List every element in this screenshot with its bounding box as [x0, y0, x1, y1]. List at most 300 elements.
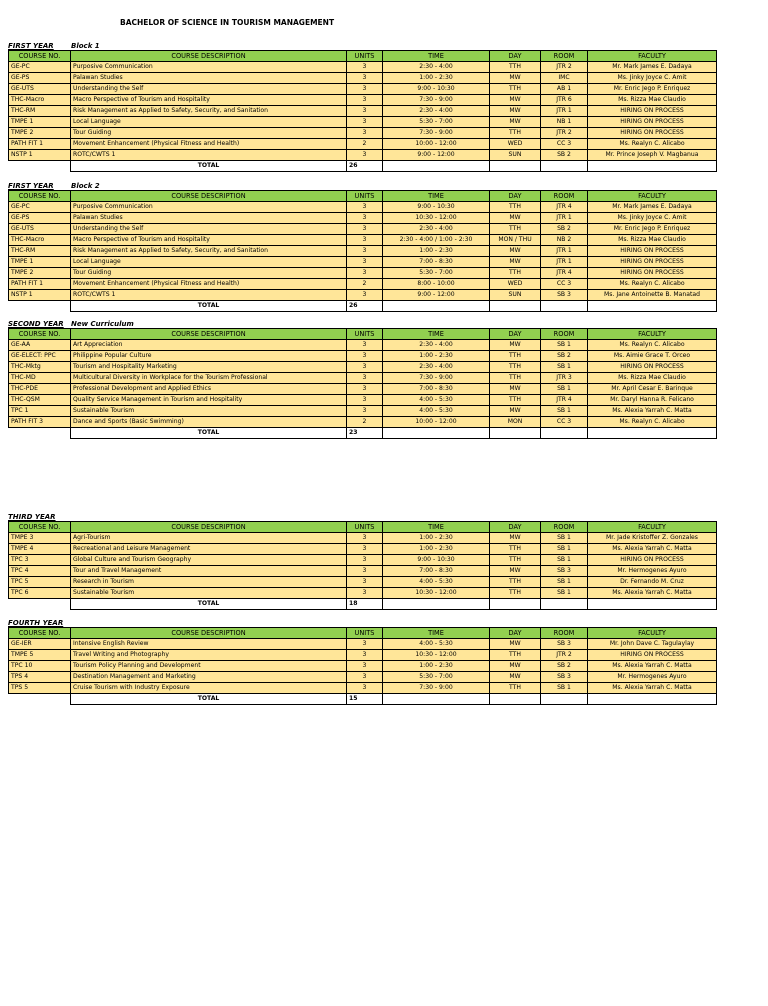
day-cell: MW: [490, 384, 541, 395]
time-cell: 10:00 - 12:00: [383, 417, 490, 428]
day-cell: TTH: [490, 84, 541, 95]
day-cell: MW: [490, 566, 541, 577]
room-cell: CC 3: [541, 417, 588, 428]
faculty-cell: Mr. Mark James E. Dadaya: [588, 62, 717, 73]
units-cell: 3: [347, 235, 383, 246]
time-cell: 10:30 - 12:00: [383, 650, 490, 661]
course-no-cell: PATH FIT 3: [9, 417, 71, 428]
room-cell: SB 2: [541, 351, 588, 362]
total-label: TOTAL: [71, 301, 347, 312]
empty-cell: [541, 161, 588, 172]
time-cell: 2:30 - 4:00: [383, 362, 490, 373]
header-faculty: FACULTY: [588, 329, 717, 340]
empty-cell: [9, 428, 71, 439]
day-cell: MW: [490, 340, 541, 351]
empty-cell: [383, 161, 490, 172]
units-cell: 3: [347, 555, 383, 566]
table-row: [9, 650, 717, 661]
header-room: ROOM: [541, 51, 588, 62]
table-row: [9, 577, 717, 588]
room-cell: SB 2: [541, 150, 588, 161]
year-label: THIRD YEAR: [8, 513, 56, 521]
time-cell: 9:00 - 12:00: [383, 150, 490, 161]
course-description-cell: Purposive Communication: [71, 62, 347, 73]
course-description-cell: Agri-Tourism: [71, 533, 347, 544]
course-no-cell: THC-Mktg: [9, 362, 71, 373]
course-description-cell: ROTC/CWTS 1: [71, 290, 347, 301]
table-row: [9, 150, 717, 161]
room-cell: SB 1: [541, 406, 588, 417]
course-no-cell: GE-IER: [9, 639, 71, 650]
room-cell: JTR 2: [541, 128, 588, 139]
day-cell: MW: [490, 106, 541, 117]
room-cell: SB 1: [541, 577, 588, 588]
header-time: TIME: [383, 522, 490, 533]
course-description-cell: Sustainable Tourism: [71, 588, 347, 599]
course-no-cell: TPC 3: [9, 555, 71, 566]
day-cell: TTH: [490, 224, 541, 235]
time-cell: 1:00 - 2:30: [383, 73, 490, 84]
total-label: TOTAL: [71, 428, 347, 439]
units-cell: 3: [347, 661, 383, 672]
table-header-row: [9, 51, 717, 62]
time-cell: 1:00 - 2:30: [383, 544, 490, 555]
room-cell: JTR 2: [541, 62, 588, 73]
room-cell: SB 1: [541, 683, 588, 694]
empty-cell: [9, 599, 71, 610]
faculty-cell: Mr. April Cesar E. Barinque: [588, 384, 717, 395]
room-cell: SB 2: [541, 661, 588, 672]
header-room: ROOM: [541, 522, 588, 533]
room-cell: SB 2: [541, 224, 588, 235]
time-cell: 5:30 - 7:00: [383, 268, 490, 279]
room-cell: JTR 4: [541, 395, 588, 406]
course-no-cell: NSTP 1: [9, 150, 71, 161]
empty-cell: [490, 161, 541, 172]
room-cell: SB 1: [541, 588, 588, 599]
empty-cell: [383, 694, 490, 705]
total-row: [9, 428, 717, 439]
header-time: TIME: [383, 628, 490, 639]
faculty-cell: Ms. Alexia Yarrah C. Matta: [588, 406, 717, 417]
units-cell: 3: [347, 268, 383, 279]
time-cell: 9:00 - 10:30: [383, 555, 490, 566]
time-cell: 2:30 - 4:00: [383, 62, 490, 73]
header-faculty: FACULTY: [588, 522, 717, 533]
empty-cell: [490, 694, 541, 705]
room-cell: JTR 4: [541, 202, 588, 213]
course-description-cell: Risk Management as Applied to Safety, Security, and Sanitation: [71, 246, 347, 257]
day-cell: TTH: [490, 362, 541, 373]
course-description-cell: Sustainable Tourism: [71, 406, 347, 417]
header-course-no: COURSE NO.: [9, 191, 71, 202]
room-cell: SB 1: [541, 384, 588, 395]
faculty-cell: Ms. Realyn C. Alicabo: [588, 279, 717, 290]
table-row: [9, 544, 717, 555]
course-description-cell: Local Language: [71, 257, 347, 268]
course-description-cell: Intensive English Review: [71, 639, 347, 650]
time-cell: 9:00 - 10:30: [383, 84, 490, 95]
room-cell: CC 3: [541, 139, 588, 150]
room-cell: SB 1: [541, 533, 588, 544]
units-cell: 3: [347, 406, 383, 417]
header-units: UNITS: [347, 628, 383, 639]
header-faculty: FACULTY: [588, 51, 717, 62]
room-cell: JTR 1: [541, 257, 588, 268]
table-row: [9, 533, 717, 544]
day-cell: MW: [490, 257, 541, 268]
time-cell: 2:30 - 4:00: [383, 340, 490, 351]
time-cell: 10:30 - 12:00: [383, 213, 490, 224]
room-cell: JTR 6: [541, 95, 588, 106]
faculty-cell: Ms. Jinky Joyce C. Amit: [588, 73, 717, 84]
units-cell: 2: [347, 417, 383, 428]
day-cell: MW: [490, 639, 541, 650]
header-course-no: COURSE NO.: [9, 628, 71, 639]
course-no-cell: GE-PS: [9, 73, 71, 84]
empty-cell: [588, 301, 717, 312]
empty-cell: [383, 428, 490, 439]
course-no-cell: NSTP 1: [9, 290, 71, 301]
block-label: New Curriculum: [71, 320, 134, 328]
header-course-no: COURSE NO.: [9, 329, 71, 340]
room-cell: JTR 2: [541, 650, 588, 661]
empty-cell: [9, 301, 71, 312]
faculty-cell: Ms. Alexia Yarrah C. Matta: [588, 544, 717, 555]
course-no-cell: THC-MD: [9, 373, 71, 384]
course-no-cell: TMPE 3: [9, 533, 71, 544]
day-cell: TTH: [490, 577, 541, 588]
faculty-cell: HIRING ON PROCESS: [588, 246, 717, 257]
time-cell: 2:30 - 4:00: [383, 106, 490, 117]
day-cell: MON / THU: [490, 235, 541, 246]
course-description-cell: Movement Enhancement (Physical Fitness and Health): [71, 139, 347, 150]
time-cell: 10:30 - 12:00: [383, 588, 490, 599]
faculty-cell: Ms. Realyn C. Alicabo: [588, 139, 717, 150]
table-row: [9, 588, 717, 599]
day-cell: TTH: [490, 202, 541, 213]
faculty-cell: Ms. Alexia Yarrah C. Matta: [588, 661, 717, 672]
units-cell: 2: [347, 279, 383, 290]
time-cell: 1:00 - 2:30: [383, 351, 490, 362]
faculty-cell: Mr. Hermogenes Ayuro: [588, 566, 717, 577]
empty-cell: [541, 301, 588, 312]
units-cell: 3: [347, 95, 383, 106]
units-cell: 3: [347, 224, 383, 235]
empty-cell: [588, 428, 717, 439]
table-row: [9, 257, 717, 268]
time-cell: 4:00 - 5:30: [383, 577, 490, 588]
faculty-cell: Ms. Realyn C. Alicabo: [588, 417, 717, 428]
empty-cell: [490, 599, 541, 610]
day-cell: MW: [490, 95, 541, 106]
faculty-cell: HIRING ON PROCESS: [588, 362, 717, 373]
course-no-cell: PATH FIT 1: [9, 279, 71, 290]
course-no-cell: GE-UTS: [9, 224, 71, 235]
time-cell: 1:00 - 2:30: [383, 533, 490, 544]
table-row: [9, 373, 717, 384]
course-description-cell: Art Appreciation: [71, 340, 347, 351]
day-cell: SUN: [490, 150, 541, 161]
header-day: DAY: [490, 522, 541, 533]
course-no-cell: THC-QSM: [9, 395, 71, 406]
faculty-cell: Ms. Jinky Joyce C. Amit: [588, 213, 717, 224]
total-units: 26: [347, 161, 383, 172]
time-cell: 7:30 - 9:00: [383, 683, 490, 694]
room-cell: IMC: [541, 73, 588, 84]
day-cell: MON: [490, 417, 541, 428]
course-no-cell: GE-PC: [9, 202, 71, 213]
time-cell: 2:30 - 4:00: [383, 224, 490, 235]
units-cell: 3: [347, 577, 383, 588]
faculty-cell: Mr. Enric Jego P. Enriquez: [588, 84, 717, 95]
room-cell: JTR 1: [541, 106, 588, 117]
course-description-cell: Quality Service Management in Tourism and Hospitality: [71, 395, 347, 406]
total-units: 23: [347, 428, 383, 439]
units-cell: 3: [347, 650, 383, 661]
empty-cell: [541, 428, 588, 439]
course-no-cell: TPC 4: [9, 566, 71, 577]
header-course-description: COURSE DESCRIPTION: [71, 628, 347, 639]
header-time: TIME: [383, 191, 490, 202]
faculty-cell: HIRING ON PROCESS: [588, 106, 717, 117]
course-no-cell: THC-RM: [9, 246, 71, 257]
course-description-cell: Travel Writing and Photography: [71, 650, 347, 661]
course-description-cell: Understanding the Self: [71, 84, 347, 95]
units-cell: 3: [347, 84, 383, 95]
day-cell: TTH: [490, 373, 541, 384]
header-units: UNITS: [347, 522, 383, 533]
course-description-cell: Risk Management as Applied to Safety, Security, and Sanitation: [71, 106, 347, 117]
time-cell: 7:30 - 9:00: [383, 128, 490, 139]
table-row: [9, 62, 717, 73]
room-cell: AB 1: [541, 84, 588, 95]
header-day: DAY: [490, 329, 541, 340]
header-units: UNITS: [347, 191, 383, 202]
header-day: DAY: [490, 191, 541, 202]
course-no-cell: GE-PC: [9, 62, 71, 73]
header-room: ROOM: [541, 628, 588, 639]
header-time: TIME: [383, 329, 490, 340]
units-cell: 3: [347, 544, 383, 555]
faculty-cell: Ms. Aimie Grace T. Orceo: [588, 351, 717, 362]
table-row: [9, 566, 717, 577]
units-cell: 3: [347, 213, 383, 224]
header-course-description: COURSE DESCRIPTION: [71, 522, 347, 533]
total-units: 15: [347, 694, 383, 705]
table-header-row: [9, 522, 717, 533]
units-cell: 3: [347, 395, 383, 406]
schedule-table: [8, 627, 717, 705]
table-row: [9, 246, 717, 257]
header-faculty: FACULTY: [588, 628, 717, 639]
faculty-cell: Ms. Alexia Yarrah C. Matta: [588, 683, 717, 694]
course-description-cell: Destination Management and Marketing: [71, 672, 347, 683]
time-cell: 7:30 - 9:00: [383, 95, 490, 106]
faculty-cell: Ms. Rizza Mae Claudio: [588, 235, 717, 246]
units-cell: 3: [347, 246, 383, 257]
course-no-cell: TPS 4: [9, 672, 71, 683]
room-cell: JTR 3: [541, 373, 588, 384]
faculty-cell: Mr. Enric Jego P. Enriquez: [588, 224, 717, 235]
day-cell: MW: [490, 213, 541, 224]
time-cell: 9:00 - 10:30: [383, 202, 490, 213]
table-header-row: [9, 329, 717, 340]
day-cell: WED: [490, 139, 541, 150]
time-cell: 8:00 - 10:00: [383, 279, 490, 290]
course-description-cell: Macro Perspective of Tourism and Hospitality: [71, 95, 347, 106]
day-cell: MW: [490, 246, 541, 257]
time-cell: 7:00 - 8:30: [383, 566, 490, 577]
day-cell: MW: [490, 533, 541, 544]
time-cell: 1:00 - 2:30: [383, 661, 490, 672]
day-cell: TTH: [490, 650, 541, 661]
empty-cell: [383, 301, 490, 312]
faculty-cell: Ms. Rizza Mae Claudio: [588, 373, 717, 384]
header-course-description: COURSE DESCRIPTION: [71, 51, 347, 62]
day-cell: MW: [490, 672, 541, 683]
faculty-cell: HIRING ON PROCESS: [588, 257, 717, 268]
table-row: [9, 639, 717, 650]
room-cell: SB 1: [541, 340, 588, 351]
day-cell: TTH: [490, 395, 541, 406]
course-no-cell: PATH FIT 1: [9, 139, 71, 150]
units-cell: 3: [347, 290, 383, 301]
room-cell: SB 3: [541, 672, 588, 683]
room-cell: SB 1: [541, 555, 588, 566]
day-cell: TTH: [490, 128, 541, 139]
document-title: BACHELOR OF SCIENCE IN TOURISM MANAGEMENT: [120, 18, 335, 27]
year-label: SECOND YEAR: [8, 320, 64, 328]
course-no-cell: TPS 5: [9, 683, 71, 694]
faculty-cell: Mr. Jade Kristoffer Z. Gonzales: [588, 533, 717, 544]
total-label: TOTAL: [71, 694, 347, 705]
time-cell: 2:30 - 4:00 / 1:00 - 2:30: [383, 235, 490, 246]
header-course-no: COURSE NO.: [9, 51, 71, 62]
time-cell: 9:00 - 12:00: [383, 290, 490, 301]
table-row: [9, 351, 717, 362]
table-row: [9, 139, 717, 150]
table-row: [9, 672, 717, 683]
time-cell: 4:00 - 5:30: [383, 639, 490, 650]
table-row: [9, 213, 717, 224]
course-description-cell: Macro Perspective of Tourism and Hospitality: [71, 235, 347, 246]
table-row: [9, 661, 717, 672]
empty-cell: [588, 599, 717, 610]
total-units: 26: [347, 301, 383, 312]
empty-cell: [9, 694, 71, 705]
faculty-cell: Mr. Daryl Hanna R. Felicano: [588, 395, 717, 406]
table-header-row: [9, 191, 717, 202]
time-cell: 7:00 - 8:30: [383, 257, 490, 268]
table-row: [9, 84, 717, 95]
units-cell: 3: [347, 73, 383, 84]
units-cell: 3: [347, 566, 383, 577]
time-cell: 4:00 - 5:30: [383, 395, 490, 406]
table-row: [9, 117, 717, 128]
units-cell: 3: [347, 683, 383, 694]
empty-cell: [541, 694, 588, 705]
empty-cell: [541, 599, 588, 610]
table-row: [9, 106, 717, 117]
year-label: FIRST YEAR: [8, 182, 54, 190]
header-day: DAY: [490, 51, 541, 62]
day-cell: MW: [490, 73, 541, 84]
header-units: UNITS: [347, 329, 383, 340]
course-description-cell: ROTC/CWTS 1: [71, 150, 347, 161]
faculty-cell: Ms. Rizza Mae Claudio: [588, 95, 717, 106]
table-row: [9, 95, 717, 106]
header-time: TIME: [383, 51, 490, 62]
table-row: [9, 395, 717, 406]
faculty-cell: Dr. Fernando M. Cruz: [588, 577, 717, 588]
course-no-cell: GE-UTS: [9, 84, 71, 95]
table-row: [9, 279, 717, 290]
header-course-description: COURSE DESCRIPTION: [71, 191, 347, 202]
course-no-cell: GE-AA: [9, 340, 71, 351]
faculty-cell: HIRING ON PROCESS: [588, 128, 717, 139]
day-cell: TTH: [490, 588, 541, 599]
table-row: [9, 555, 717, 566]
faculty-cell: Ms. Realyn C. Alicabo: [588, 340, 717, 351]
time-cell: 7:30 - 9:00: [383, 373, 490, 384]
units-cell: 3: [347, 639, 383, 650]
year-label: FOURTH YEAR: [8, 619, 64, 627]
day-cell: TTH: [490, 544, 541, 555]
course-no-cell: TPC 6: [9, 588, 71, 599]
course-description-cell: Professional Development and Applied Ethics: [71, 384, 347, 395]
day-cell: TTH: [490, 351, 541, 362]
room-cell: SB 3: [541, 639, 588, 650]
day-cell: TTH: [490, 62, 541, 73]
day-cell: MW: [490, 661, 541, 672]
faculty-cell: Ms. Jane Antoinette B. Manatad: [588, 290, 717, 301]
course-no-cell: TPC 5: [9, 577, 71, 588]
time-cell: 7:00 - 8:30: [383, 384, 490, 395]
header-units: UNITS: [347, 51, 383, 62]
course-description-cell: Palawan Studies: [71, 73, 347, 84]
table-row: [9, 683, 717, 694]
time-cell: 10:00 - 12:00: [383, 139, 490, 150]
total-row: [9, 301, 717, 312]
course-no-cell: TMPE 1: [9, 257, 71, 268]
course-description-cell: Multicultural Diversity in Workplace for the Tourism Professional: [71, 373, 347, 384]
time-cell: 4:00 - 5:30: [383, 406, 490, 417]
empty-cell: [490, 428, 541, 439]
units-cell: 3: [347, 150, 383, 161]
units-cell: 3: [347, 62, 383, 73]
course-description-cell: Tour and Travel Management: [71, 566, 347, 577]
faculty-cell: HIRING ON PROCESS: [588, 555, 717, 566]
units-cell: 3: [347, 117, 383, 128]
table-row: [9, 268, 717, 279]
schedule-table: [8, 50, 717, 172]
day-cell: TTH: [490, 683, 541, 694]
empty-cell: [383, 599, 490, 610]
header-room: ROOM: [541, 329, 588, 340]
table-row: [9, 406, 717, 417]
header-room: ROOM: [541, 191, 588, 202]
schedule-table: [8, 328, 717, 439]
total-row: [9, 694, 717, 705]
course-description-cell: Tourism and Hospitality Marketing: [71, 362, 347, 373]
course-no-cell: TMPE 4: [9, 544, 71, 555]
faculty-cell: Ms. Alexia Yarrah C. Matta: [588, 588, 717, 599]
empty-cell: [588, 694, 717, 705]
total-row: [9, 161, 717, 172]
day-cell: MW: [490, 117, 541, 128]
units-cell: 3: [347, 128, 383, 139]
